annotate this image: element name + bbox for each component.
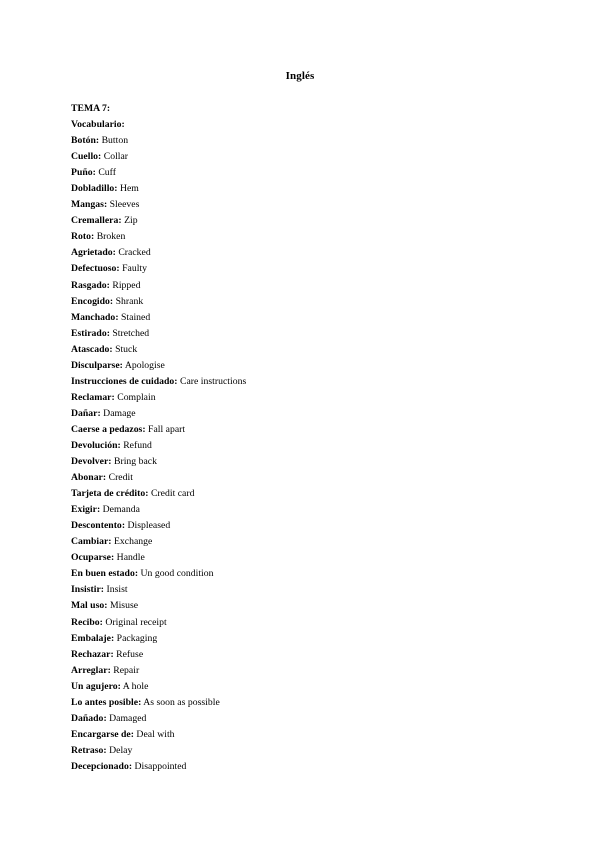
vocabulary-term: Mal uso [71,600,105,612]
vocabulary-term: Abonar [71,472,103,484]
vocabulary-term: Reclamar [71,391,112,403]
vocabulary-entry [71,294,531,310]
vocabulary-translation: Complain [114,391,156,403]
vocabulary-term: Vocabulario: [71,119,125,131]
vocabulary-entry [71,374,531,390]
vocabulary-translation: Un good condition [138,568,214,580]
term-separator: : [92,167,96,179]
vocabulary-translation: Damaged [106,712,147,724]
vocabulary-term: Tarjeta de crédito [71,488,146,500]
term-separator: : [174,375,178,387]
term-separator: : [118,215,122,227]
vocabulary-translation: Credit card [148,488,195,500]
term-separator: : [130,728,134,740]
vocabulary-entry [71,647,531,663]
vocabulary-entry [71,582,531,598]
vocabulary-entry [71,245,531,261]
term-separator: : [110,552,115,564]
vocabulary-entry [71,486,531,502]
term-separator: : [103,712,107,724]
vocabulary-entry [71,197,531,213]
term-separator: : [128,760,133,772]
vocabulary-term: Puño [71,167,93,179]
term-separator: : [115,311,119,323]
vocabulary-term: Atascado [71,343,110,355]
vocabulary-term: Encogido [71,295,110,307]
vocabulary-translation: Sleeves [107,199,140,211]
vocabulary-translation: Exchange [111,536,153,548]
vocabulary-term: Caerse a pedazos [71,423,143,435]
term-separator: : [121,520,126,532]
vocabulary-entry [71,470,531,486]
vocabulary-translation: Shrank [113,295,144,307]
document-title: Inglés [285,70,315,82]
vocabulary-entry [71,278,531,294]
vocabulary-translation: Apologise [122,359,165,371]
vocabulary-translation: Fall apart [145,423,186,435]
vocabulary-translation: Collar [101,151,129,163]
vocabulary-translation: A hole [120,680,149,692]
vocabulary-entry [71,406,531,422]
vocabulary-entry [71,310,531,326]
vocabulary-term: Manchado [71,311,116,323]
vocabulary-translation: Delay [106,744,133,756]
vocabulary-term: Retraso [71,744,104,756]
vocabulary-term: Defectuoso [71,263,117,275]
vocabulary-term: Disculparse [71,359,120,371]
vocabulary-translation: Original receipt [102,616,167,628]
vocabulary-entry [71,743,531,759]
vocabulary-term: Instrucciones de cuidado [71,375,175,387]
term-separator: : [108,536,112,548]
vocabulary-translation: Displeased [125,520,171,532]
vocabulary-translation: Misuse [107,600,139,612]
vocabulary-entry [71,631,531,647]
vocabulary-term: Insistir [71,584,101,596]
term-separator: : [103,199,108,211]
vocabulary-term: Ocuparse [71,552,111,564]
vocabulary-term: Rechazar [71,648,111,660]
vocabulary-term: Devolver [71,456,109,468]
term-separator: : [138,696,142,708]
vocabulary-term: Mangas [71,199,104,211]
term-separator: : [104,600,108,612]
term-separator: : [107,664,111,676]
vocabulary-term: Cremallera [71,215,119,227]
vocabulary-entry [71,422,531,438]
vocabulary-entry [71,261,531,277]
vocabulary-entry [71,711,531,727]
vocabulary-translation: Disappointed [132,760,187,772]
section-heading-line [71,101,531,117]
vocabulary-translation: Bring back [111,456,157,468]
term-separator: : [108,456,112,468]
vocabulary-term: Cuello [71,151,99,163]
term-separator: : [99,616,103,628]
vocabulary-entry [71,727,531,743]
vocabulary-term: Exigir [71,504,97,516]
vocabulary-translation: Damage [100,407,136,419]
vocabulary-translation: Handle [114,552,145,564]
term-separator: : [97,407,101,419]
vocabulary-translation: Cracked [115,247,151,259]
vocabulary-term: Rasgado [71,279,107,291]
term-separator: : [117,680,121,692]
vocabulary-entry [71,165,531,181]
vocabulary-term: Embalaje [71,632,111,644]
vocabulary-entry [71,534,531,550]
vocabulary-term: Dañado [71,712,104,724]
term-separator: : [114,183,118,195]
vocabulary-translation: Care instructions [177,375,247,387]
term-separator: : [98,151,102,163]
vocabulary-term: Arreglar [71,664,108,676]
vocabulary-entry [71,550,531,566]
vocabulary-translation: Stuck [112,343,138,355]
term-separator: : [134,568,139,580]
vocabulary-term: Descontento [71,520,122,532]
term-separator: : [96,504,101,516]
vocabulary-term: Devolución [71,439,118,451]
vocabulary-term: En buen estado [71,568,135,580]
term-separator: : [142,423,146,435]
term-separator: : [109,343,113,355]
vocabulary-entry [71,342,531,358]
vocabulary-translation: Packaging [114,632,158,644]
vocabulary-translation: Button [99,135,129,147]
vocabulary-term: Roto [71,231,91,243]
term-separator: : [106,327,110,339]
term-separator: : [95,135,100,147]
vocabulary-term: Decepcionado [71,760,129,772]
vocabulary-translation: Repair [110,664,140,676]
vocabulary-entry [71,598,531,614]
vocabulary-translation: Deal with [133,728,175,740]
term-separator: : [103,744,107,756]
vocabulary-term: Recibo [71,616,100,628]
vocabulary-translation: Stained [118,311,151,323]
vocabulary-entry [71,438,531,454]
vocabulary-entry [71,663,531,679]
vocabulary-entry [71,454,531,470]
vocabulary-translation: Hem [117,183,139,195]
vocabulary-translation: Cuff [95,167,116,179]
vocabulary-translation: Refuse [113,648,144,660]
vocabulary-term: Lo antes posible [71,696,139,708]
vocabulary-term: Dobladillo [71,183,115,195]
vocabulary-term: Dañar [71,407,98,419]
vocabulary-entry [71,133,531,149]
vocabulary-entry [71,695,531,711]
vocabulary-translation: Stretched [109,327,150,339]
vocabulary-translation: As soon as possible [141,696,220,708]
vocabulary-entry [71,679,531,695]
vocabulary-term: Agrietado [71,247,113,259]
vocabulary-entry [71,213,531,229]
term-separator: : [112,247,116,259]
vocabulary-entry [71,615,531,631]
vocabulary-entry [71,518,531,534]
vocabulary-translation: Credit [106,472,133,484]
vocabulary-list [71,101,531,775]
term-separator: : [111,391,115,403]
vocabulary-entry [71,326,531,342]
vocabulary-translation: Zip [121,215,138,227]
vocabulary-entry [71,502,531,518]
vocabulary-term: Estirado [71,327,107,339]
vocabulary-term: TEMA 7: [71,103,111,114]
vocabulary-translation: Faulty [119,263,147,275]
term-separator: : [119,359,123,371]
vocabulary-entry [71,229,531,245]
section-heading-line [71,117,531,133]
term-separator: : [145,488,149,500]
vocabulary-entry [71,566,531,582]
vocabulary-term: Encargarse de [71,728,131,740]
vocabulary-translation: Ripped [109,279,141,291]
vocabulary-translation: Demanda [100,504,140,516]
term-separator: : [100,584,105,596]
term-separator: : [117,439,121,451]
term-separator: : [110,632,115,644]
vocabulary-entry [71,181,531,197]
vocabulary-entry [71,358,531,374]
term-separator: : [109,295,114,307]
term-separator: : [106,279,110,291]
vocabulary-entry [71,759,531,775]
term-separator: : [116,263,120,275]
vocabulary-translation: Refund [120,439,152,451]
term-separator: : [102,472,107,484]
term-separator: : [91,231,95,243]
vocabulary-translation: Broken [94,231,126,243]
vocabulary-term: Botón [71,135,96,147]
vocabulary-term: Un agujero [71,680,118,692]
vocabulary-entry [71,390,531,406]
term-separator: : [110,648,114,660]
vocabulary-term: Cambiar [71,536,109,548]
vocabulary-translation: Insist [104,584,128,596]
vocabulary-entry [71,149,531,165]
